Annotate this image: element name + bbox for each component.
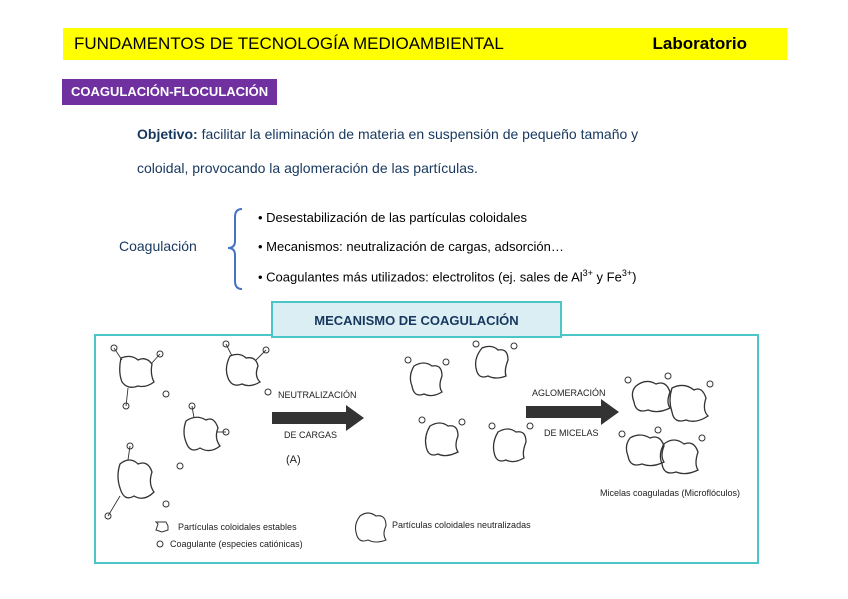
al-charge: 3+ [582, 268, 593, 278]
arrow-agglomeration [526, 399, 619, 425]
coagulation-label: Coagulación [119, 238, 197, 254]
arrow1-tag: (A) [286, 454, 301, 466]
bullet-coagulants [258, 268, 636, 284]
neutral-ion [405, 341, 533, 429]
arrow1-top-label: NEUTRALIZACIÓN [278, 390, 357, 400]
ion-attraction-lines [108, 344, 266, 516]
objective-line-1 [137, 126, 638, 142]
legend-neutralized-label: Partículas coloidales neutralizadas [392, 520, 531, 530]
bullet-mechanisms: • Mecanismos: neutralización de cargas, adsorción… [258, 239, 564, 254]
objective-text-1: facilitar la eliminación de materia en suspensión de pequeño tamaño y [201, 126, 639, 142]
objective-line-2: coloidal, provocando la aglomeración de las partículas. [137, 160, 478, 176]
bullet-destabilization: • Desestabilización de las partículas coloidales [258, 210, 528, 225]
bullet-coagulants-text: • Coagulantes más utilizados: electrolitos (ej. sales de Al [258, 269, 583, 285]
arrow2-top-label: AGLOMERACIÓN [532, 388, 606, 398]
section-label: Laboratorio [652, 34, 747, 53]
arrow2-bottom-label: DE MICELAS [544, 428, 599, 438]
and-fe-text: y Fe [592, 269, 622, 285]
stable-particle [118, 354, 260, 498]
coagulated-micelle [626, 381, 708, 473]
result-caption: Micelas coaguladas (Microflóculos) [600, 488, 741, 498]
micelle-ion [619, 373, 713, 441]
mechanism-figure [94, 334, 759, 564]
fe-charge: 3+ [621, 268, 633, 278]
arrow1-bottom-label: DE CARGAS [284, 430, 338, 440]
header-banner [63, 28, 787, 60]
legend-coagulant-icon [157, 541, 163, 547]
course-title: FUNDAMENTOS DE TECNOLOGÍA MEDIOAMBIENTAL [74, 34, 504, 53]
legend-particle-icon [156, 522, 168, 532]
coagulant-ion [105, 341, 271, 519]
legend-stable-label: Partículas coloidales estables [178, 522, 297, 532]
topic-title: COAGULACIÓN-FLOCULACIÓN [62, 79, 277, 105]
legend-coagulant-label: Coagulante (especies catiónicas) [170, 539, 303, 549]
curly-bracket [226, 207, 252, 291]
mechanism-title: MECANISMO DE COAGULACIÓN [271, 301, 562, 338]
neutralized-particle [410, 346, 526, 461]
legend-neutralized-icon [356, 513, 387, 542]
close-paren: ) [632, 269, 637, 285]
arrow-neutralization [272, 405, 364, 431]
objective-label: Objetivo: [137, 126, 198, 142]
